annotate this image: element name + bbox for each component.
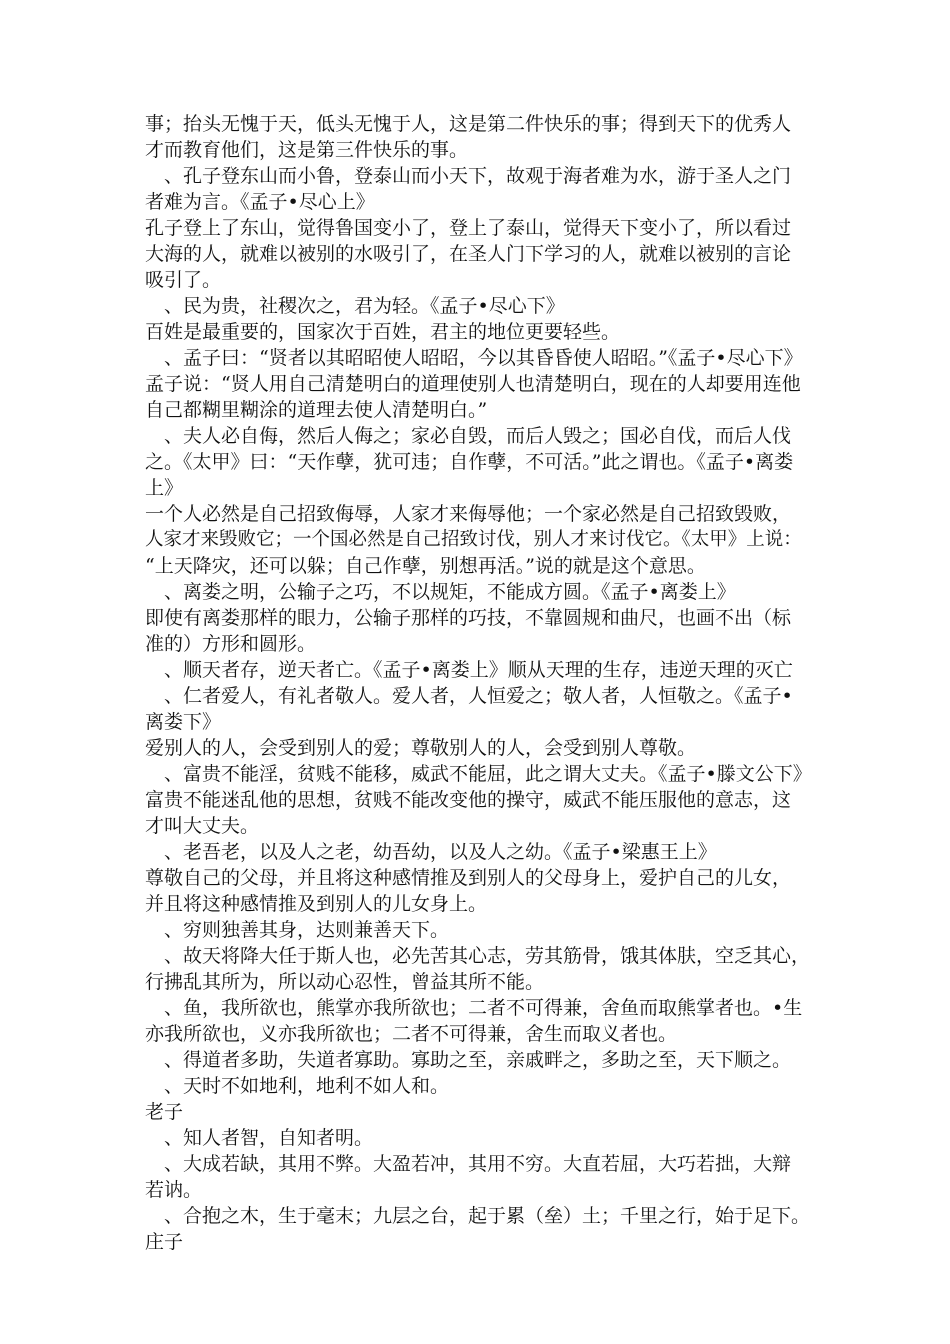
text-line: 大海的人，就难以被别的水吸引了，在圣人门下学习的人，就难以被别的言论	[145, 243, 792, 265]
text-line: 、知人者智，自知者明。	[145, 1127, 374, 1149]
text-line: 事；抬头无愧于天，低头无愧于人，这是第二件快乐的事；得到天下的优秀人	[145, 113, 792, 135]
text-line: 之。《太甲》曰：“天作孽，犹可违；自作孽，不可活。”此之谓也。《孟子•离娄	[145, 451, 794, 473]
text-line: 亦我所欲也，义亦我所欲也；二者不可得兼，舍生而取义者也。	[145, 1023, 678, 1045]
text-line: 富贵不能迷乱他的思想，贫贱不能改变他的操守，威武不能压服他的意志，这	[145, 789, 792, 811]
section-heading-laozi: 老子	[145, 1101, 184, 1123]
text-line: 、大成若缺，其用不弊。大盈若冲，其用不穷。大直若屈，大巧若拙，大辩	[145, 1153, 792, 1175]
text-line: 离娄下》	[145, 711, 222, 733]
text-line: 行拂乱其所为，所以动心忍性，曾益其所不能。	[145, 971, 545, 993]
text-line: 、仁者爱人，有礼者敬人。爱人者，人恒爱之；敬人者，人恒敬之。《孟子•	[145, 685, 793, 707]
text-line: 孔子登上了东山，觉得鲁国变小了，登上了泰山，觉得天下变小了，所以看过	[145, 217, 792, 239]
text-line: 、富贵不能淫，贫贱不能移，威武不能屈，此之谓大丈夫。《孟子•滕文公下》	[145, 763, 812, 785]
text-line: 吸引了。	[145, 269, 222, 291]
text-line: 才叫大丈夫。	[145, 815, 260, 837]
text-line: 、天时不如地利，地利不如人和。	[145, 1075, 450, 1097]
text-line: 、鱼，我所欲也，熊掌亦我所欲也；二者不可得兼，舍鱼而取熊掌者也。•生	[145, 997, 803, 1019]
text-line: 爱别人的人，会受到别人的爱；尊敬别人的人，会受到别人尊敬。	[145, 737, 697, 759]
text-line: 尊敬自己的父母，并且将这种感情推及到别人的父母身上，爱护自己的儿女，	[145, 867, 792, 889]
text-line: 、离娄之明，公输子之巧，不以规矩，不能成方圆。《孟子•离娄上》	[145, 581, 736, 603]
text-line: 者难为言。《孟子•尽心上》	[145, 191, 375, 213]
text-line: 即使有离娄那样的眼力，公输子那样的巧技，不靠圆规和曲尺，也画不出（标	[145, 607, 792, 629]
text-line: 并且将这种感情推及到别人的儿女身上。	[145, 893, 488, 915]
text-line: 、孔子登东山而小鲁，登泰山而小天下，故观于海者难为水，游于圣人之门	[145, 165, 792, 187]
text-line: 、老吾老，以及人之老，幼吾幼，以及人之幼。《孟子•梁惠王上》	[145, 841, 717, 863]
text-line: 上》	[145, 477, 184, 499]
text-line: 、故天将降大任于斯人也，必先苦其心志，劳其筋骨，饿其体肤，空乏其心，	[145, 945, 811, 967]
text-line: “上天降灾，还可以躲；自己作孽，别想再活。”说的就是这个意思。	[145, 555, 706, 577]
text-line: 、穷则独善其身，达则兼善天下。	[145, 919, 450, 941]
text-line: 、夫人必自侮，然后人侮之；家必自毁，而后人毁之；国必自伐，而后人伐	[145, 425, 792, 447]
text-line: 、孟子曰：“贤者以其昭昭使人昭昭，今以其昏昏使人昭昭。”《孟子•尽心下》	[145, 347, 803, 369]
text-line: 准的）方形和圆形。	[145, 633, 317, 655]
section-heading-zhuangzi: 庄子	[145, 1231, 184, 1253]
text-line: 人家才来毁败它；一个国必然是自己招致讨伐，别人才来讨伐它。《太甲》上说：	[145, 529, 802, 550]
text-line: 若讷。	[145, 1179, 203, 1201]
document-page	[145, 111, 813, 1255]
text-line: 自己都糊里糊涂的道理去使人清楚明白。”	[145, 399, 488, 421]
text-line: 一个人必然是自己招致侮辱，人家才来侮辱他；一个家必然是自己招致毁败，	[145, 503, 792, 525]
text-line: 、得道者多助，失道者寡助。寡助之至，亲戚畔之，多助之至，天下顺之。	[145, 1049, 792, 1071]
text-line: 孟子说：“贤人用自己清楚明白的道理使别人也清楚明白，现在的人却要用连他	[145, 373, 801, 395]
text-line: 才而教育他们，这是第三件快乐的事。	[145, 139, 469, 161]
text-line: 、顺天者存，逆天者亡。《孟子•离娄上》顺从天理的生存，违逆天理的灭亡	[145, 659, 793, 681]
text-line: 、民为贵，社稷次之，君为轻。《孟子•尽心下》	[145, 295, 565, 317]
text-line: 百姓是最重要的，国家次于百姓，君主的地位更要轻些。	[145, 321, 621, 343]
text-line: 、合抱之木，生于毫末；九层之台，起于累（垒）土；千里之行，始于足下。	[145, 1205, 811, 1227]
